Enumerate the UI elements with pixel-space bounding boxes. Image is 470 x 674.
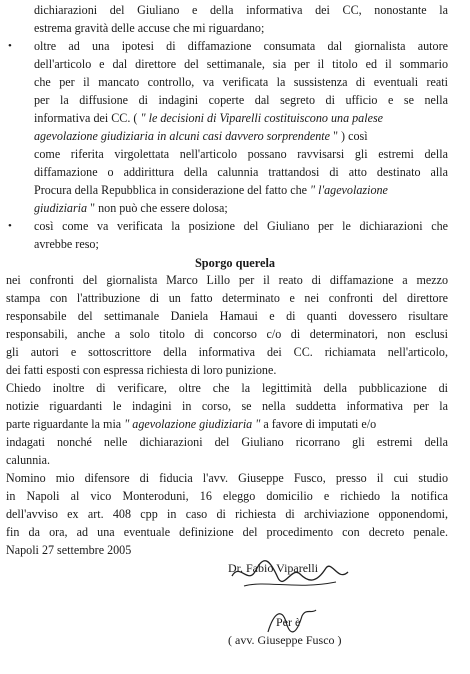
text-segment: parte riguardante la mia	[6, 417, 122, 431]
text-line: calunnia.	[6, 453, 50, 467]
signature-name: Dr. Fabio Viparelli	[228, 561, 319, 575]
text-segment: non può che essere dolosa;	[98, 201, 228, 215]
text-line: Chiedo inoltre di verificare, oltre che la legittimità della pubblicazione di	[6, 381, 448, 395]
text-line: gli autori e sottoscrittore della informativa dei CC. richiamata nell'articolo,	[6, 345, 448, 359]
text-line: notizie riguardanti le indagini in corso, se nella suddetta informativa per la	[6, 399, 448, 413]
quoted-text: " l'agevolazione	[310, 183, 388, 197]
text-line: dell'articolo e dal direttore del settimanale, sia per il titolo ed il sommario	[34, 57, 448, 71]
text-line	[34, 110, 383, 128]
text-line: che per il mancato controllo, va verificata la sussistenza di eventuali reati	[34, 75, 448, 89]
text-line: estrema gravità delle accuse che mi riguardano;	[34, 21, 265, 35]
signature-prefix: Per è	[276, 615, 301, 629]
quoted-text: " agevolazione giudiziaria "	[124, 417, 261, 431]
text-line	[6, 416, 376, 434]
text-line: così come va verificata la posizione del Giuliano per le dichiarazioni che	[34, 219, 448, 233]
text-line: diffamazione o addirittura della calunnia trattandosi di atto destinato alla	[34, 165, 448, 179]
text-line: indagati nonché nelle dichiarazioni del Giuliano ricorrano gli estremi della	[6, 435, 448, 449]
bullet-icon: •	[8, 220, 12, 232]
text-line: dei fatti esposti con espressa richiesta di loro punizione.	[6, 363, 277, 377]
text-segment: a favore di imputati e/o	[263, 417, 377, 431]
text-segment: "	[90, 201, 96, 215]
bullet-icon: •	[8, 40, 12, 52]
text-line: fin da ora, ad una eventuale definizione del procedimento con decreto penale.	[6, 525, 448, 539]
text-line: responsabili, anche a solo titolo di concorso c/o di determinatori, non esclusi	[6, 327, 448, 341]
text-line: Nomino mio difensore di fiducia l'avv. Giuseppe Fusco, presso il cui studio	[6, 471, 448, 485]
text-line: dichiarazioni del Giuliano e della informativa dei CC, nonostante la	[34, 3, 448, 17]
handwritten-signature	[226, 556, 356, 596]
signature-name: ( avv. Giuseppe Fusco )	[228, 633, 342, 647]
section-heading: Sporgo querela	[194, 256, 276, 270]
text-line: stampa con l'attribuzione di un fatto determinato e nei confronti del direttore	[6, 291, 448, 305]
text-line	[34, 182, 388, 200]
quoted-text: " le decisioni di Viparelli costituiscono una palese	[140, 111, 384, 125]
text-line	[34, 200, 228, 218]
quoted-text: giudiziaria	[34, 201, 88, 215]
text-line: responsabile del settimanale Daniela Hamaui e di quanti dovessero risultare	[6, 309, 448, 323]
text-segment: Procura della Repubblica in considerazione del fatto che	[34, 183, 308, 197]
text-line: in Napoli al vico Monteroduni, 16 eleggo domicilio e richiedo la notifica	[6, 489, 448, 503]
text-segment: informativa dei CC. (	[34, 111, 138, 125]
text-line: dell'avviso ex art. 408 cpp in caso di richiesta di archiviazione opponendomi,	[6, 507, 448, 521]
text-segment: " ) così	[333, 129, 368, 143]
text-line: avrebbe reso;	[34, 237, 99, 251]
text-line	[34, 128, 368, 146]
text-line: oltre ad una ipotesi di diffamazione consumata dal giornalista autore	[34, 39, 448, 53]
place-date: Napoli 27 settembre 2005	[6, 543, 132, 557]
quoted-text: agevolazione giudiziaria in alcuni casi davvero sorprendente	[34, 129, 331, 143]
text-line: come riferita virgolettata nell'articolo possano ravvisarsi gli estremi della	[34, 147, 448, 161]
text-line: nei confronti del giornalista Marco Lillo per il reato di diffamazione a mezzo	[6, 273, 448, 287]
text-line: per la diffusione di indagini coperte dal segreto di ufficio e se nella	[34, 93, 448, 107]
